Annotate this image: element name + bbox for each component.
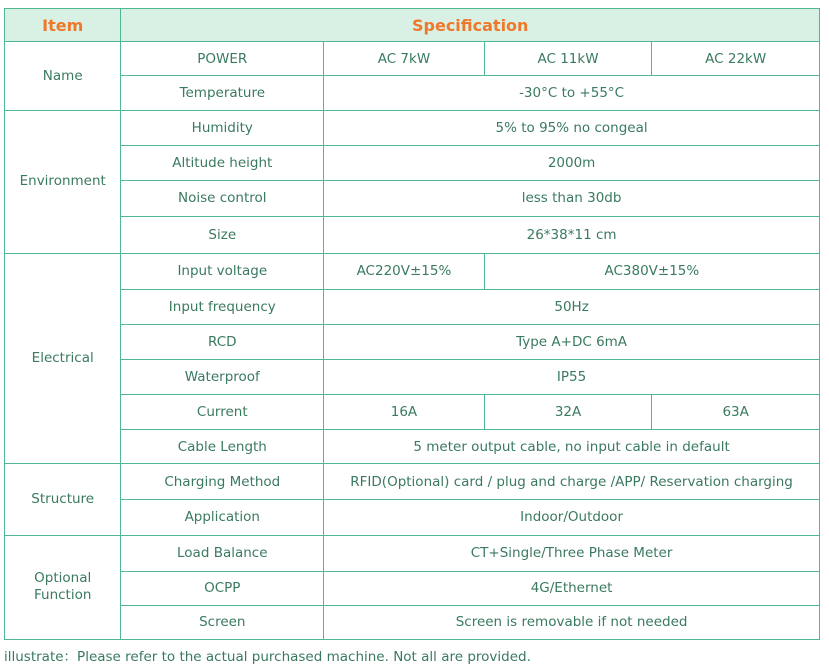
table-row (5, 605, 820, 639)
noise-value: less than 30db (324, 181, 820, 216)
row-label-rcd: RCD (121, 324, 324, 359)
table-row (5, 42, 820, 76)
row-label-input-frequency: Input frequency (121, 289, 324, 324)
row-label-cable-length: Cable Length (121, 430, 324, 464)
group-environment: Environment (5, 111, 121, 253)
row-label-altitude: Altitude height (121, 146, 324, 181)
row-label-current: Current (121, 395, 324, 430)
current-32a: 32A (484, 395, 652, 430)
row-label-noise: Noise control (121, 181, 324, 216)
table-row (5, 146, 820, 181)
footnote: illustrate：Please refer to the actual purchased machine. Not all are provided. (4, 649, 531, 665)
specification-table (4, 8, 820, 640)
table-row (5, 359, 820, 394)
table-row (5, 253, 820, 289)
header-specification: Specification (121, 9, 820, 42)
ocpp-value: 4G/Ethernet (324, 571, 820, 605)
charging-method-value: RFID(Optional) card / plug and charge /APP/ Reservation charging (324, 464, 820, 500)
table-row (5, 535, 820, 571)
group-electrical: Electrical (5, 253, 121, 464)
table-header-row (5, 9, 820, 42)
altitude-value: 2000m (324, 146, 820, 181)
table-row (5, 111, 820, 146)
row-label-application: Application (121, 500, 324, 535)
row-label-temperature: Temperature (121, 76, 324, 111)
rcd-value: Type A+DC 6mA (324, 324, 820, 359)
row-label-load-balance: Load Balance (121, 535, 324, 571)
power-11kw: AC 11kW (484, 42, 652, 76)
table-row (5, 324, 820, 359)
temperature-value: -30°C to +55°C (324, 76, 820, 111)
table-row (5, 216, 820, 253)
group-structure: Structure (5, 464, 121, 535)
row-label-input-voltage: Input voltage (121, 253, 324, 289)
table-row (5, 395, 820, 430)
row-label-size: Size (121, 216, 324, 253)
power-7kw: AC 7kW (324, 42, 485, 76)
row-label-humidity: Humidity (121, 111, 324, 146)
input-voltage-220: AC220V±15% (324, 253, 485, 289)
table-row (5, 76, 820, 111)
table-row (5, 430, 820, 464)
application-value: Indoor/Outdoor (324, 500, 820, 535)
humidity-value: 5% to 95% no congeal (324, 111, 820, 146)
group-name: Name (5, 42, 121, 111)
size-value: 26*38*11 cm (324, 216, 820, 253)
row-label-power: POWER (121, 42, 324, 76)
load-balance-value: CT+Single/Three Phase Meter (324, 535, 820, 571)
row-label-waterproof: Waterproof (121, 359, 324, 394)
row-label-ocpp: OCPP (121, 571, 324, 605)
header-item: Item (5, 9, 121, 42)
table-row (5, 500, 820, 535)
group-optional-function: Optional Function (5, 535, 121, 639)
table-row (5, 571, 820, 605)
table-row (5, 181, 820, 216)
row-label-charging-method: Charging Method (121, 464, 324, 500)
current-63a: 63A (652, 395, 820, 430)
input-frequency-value: 50Hz (324, 289, 820, 324)
current-16a: 16A (324, 395, 485, 430)
row-label-screen: Screen (121, 605, 324, 639)
screen-value: Screen is removable if not needed (324, 605, 820, 639)
waterproof-value: IP55 (324, 359, 820, 394)
table-row (5, 464, 820, 500)
table-row (5, 289, 820, 324)
cable-length-value: 5 meter output cable, no input cable in default (324, 430, 820, 464)
input-voltage-380: AC380V±15% (484, 253, 819, 289)
power-22kw: AC 22kW (652, 42, 820, 76)
